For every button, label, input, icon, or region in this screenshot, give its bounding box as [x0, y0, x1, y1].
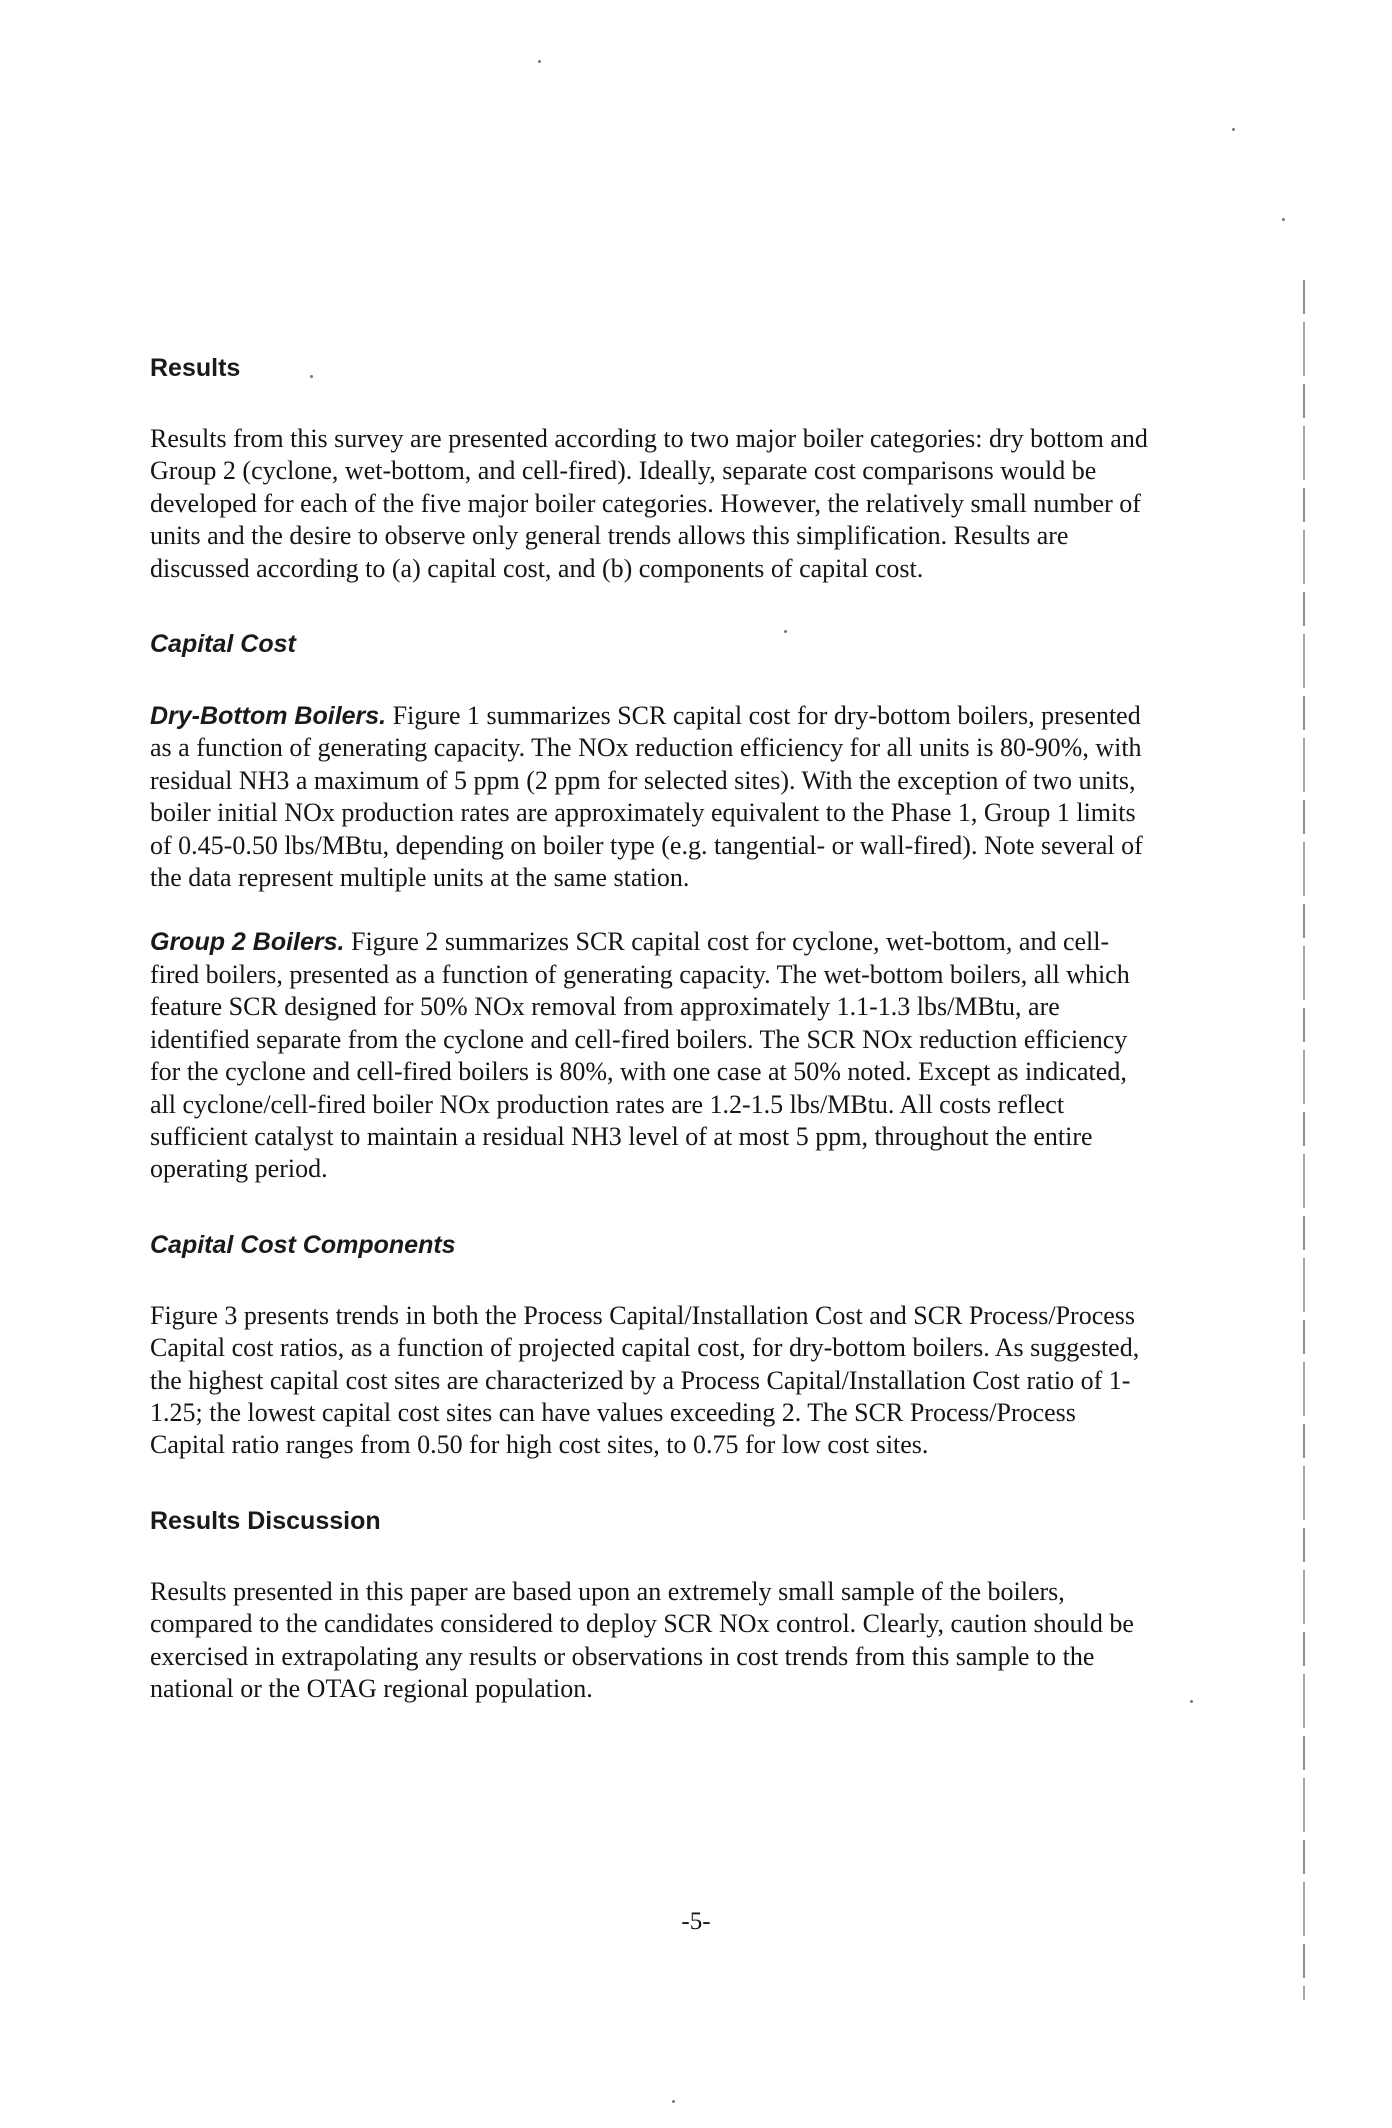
page-body: [150, 352, 1150, 1705]
dry-bottom-boilers-text: Figure 1 summarizes SCR capital cost for dry-bottom boilers, presented as a function of generating capacity. The NOx reduction efficiency for all units is 80-90%, with residual NH3 a maximum of 5 ppm (2 ppm for selected sites). With the exception of two units, boiler initial NOx production rates are approximately equivalent to the Phase 1, Group 1 limits of 0.45-0.50 lbs/MBtu, depending on boiler type (e.g. tangential- or wall-fired). Note several of the data represent multiple units at the same station.: [150, 701, 1143, 893]
section-heading-results-discussion: Results Discussion: [150, 1506, 381, 1535]
capital-cost-components-paragraph: Figure 3 presents trends in both the Process Capital/Installation Cost and SCR Process/Process Capital cost ratios, as a function of projected capital cost, for dry-bottom boilers. As suggested, the highest capital cost sites are characterized by a Process Capital/Installation Cost ratio of 1-1.25; the lowest capital cost sites can have values exceeding 2. The SCR Process/Process Capital ratio ranges from 0.50 for high cost sites, to 0.75 for low cost sites.: [150, 1300, 1140, 1460]
scan-speck: [784, 630, 787, 633]
section-heading-capital-cost: Capital Cost: [150, 630, 296, 659]
section-heading-capital-cost-components: Capital Cost Components: [150, 1230, 456, 1259]
scan-edge-line: [1303, 280, 1305, 2000]
scan-speck: [538, 60, 541, 63]
dry-bottom-boilers-runin-heading: Dry-Bottom Boilers.: [150, 702, 387, 731]
scan-speck: [1232, 128, 1235, 131]
group-2-boilers-runin-heading: Group 2 Boilers.: [150, 928, 345, 957]
section-heading-results: Results: [150, 354, 241, 382]
dry-bottom-boilers-paragraph: [150, 700, 1150, 894]
scan-speck: [672, 2100, 675, 2103]
group-2-boilers-text: Figure 2 summarizes SCR capital cost for cyclone, wet-bottom, and cell-fired boilers, presented as a function of generating capacity. The wet-bottom boilers, all which feature SCR designed for 50% NOx removal from approximately 1.1-1.3 lbs/MBtu, are identified separate from the cyclone and cell-fired boilers. The SCR NOx reduction efficiency for the cyclone and cell-fired boilers is 80%, with one case at 50% noted. Except as indicated, all cyclone/cell-fired boiler NOx production rates are 1.2-1.5 lbs/MBtu. All costs reflect sufficient catalyst to maintain a residual NH3 level of at most 5 ppm, throughout the entire operating period.: [150, 927, 1130, 1184]
results-discussion-paragraph: Results presented in this paper are based upon an extremely small sample of the boilers, compared to the candidates considered to deploy SCR NOx control. Clearly, caution should be exercised in extrapolating any results or observations in cost trends from this sample to the national or the OTAG regional population.: [150, 1576, 1134, 1703]
scan-speck: [310, 375, 313, 378]
group-2-boilers-paragraph: [150, 926, 1150, 1185]
page-number: -5-: [681, 1908, 711, 1935]
results-paragraph: Results from this survey are presented according to two major boiler categories: dry bottom and Group 2 (cyclone, wet-bottom, and cell-fired). Ideally, separate cost comparisons would be developed for each of the five major boiler categories. However, the relatively small number of units and the desire to observe only general trends allows this simplification. Results are discussed according to (a) capital cost, and (b) components of capital cost.: [150, 424, 1148, 583]
scan-speck: [1190, 1700, 1193, 1703]
scan-speck: [1282, 218, 1285, 221]
